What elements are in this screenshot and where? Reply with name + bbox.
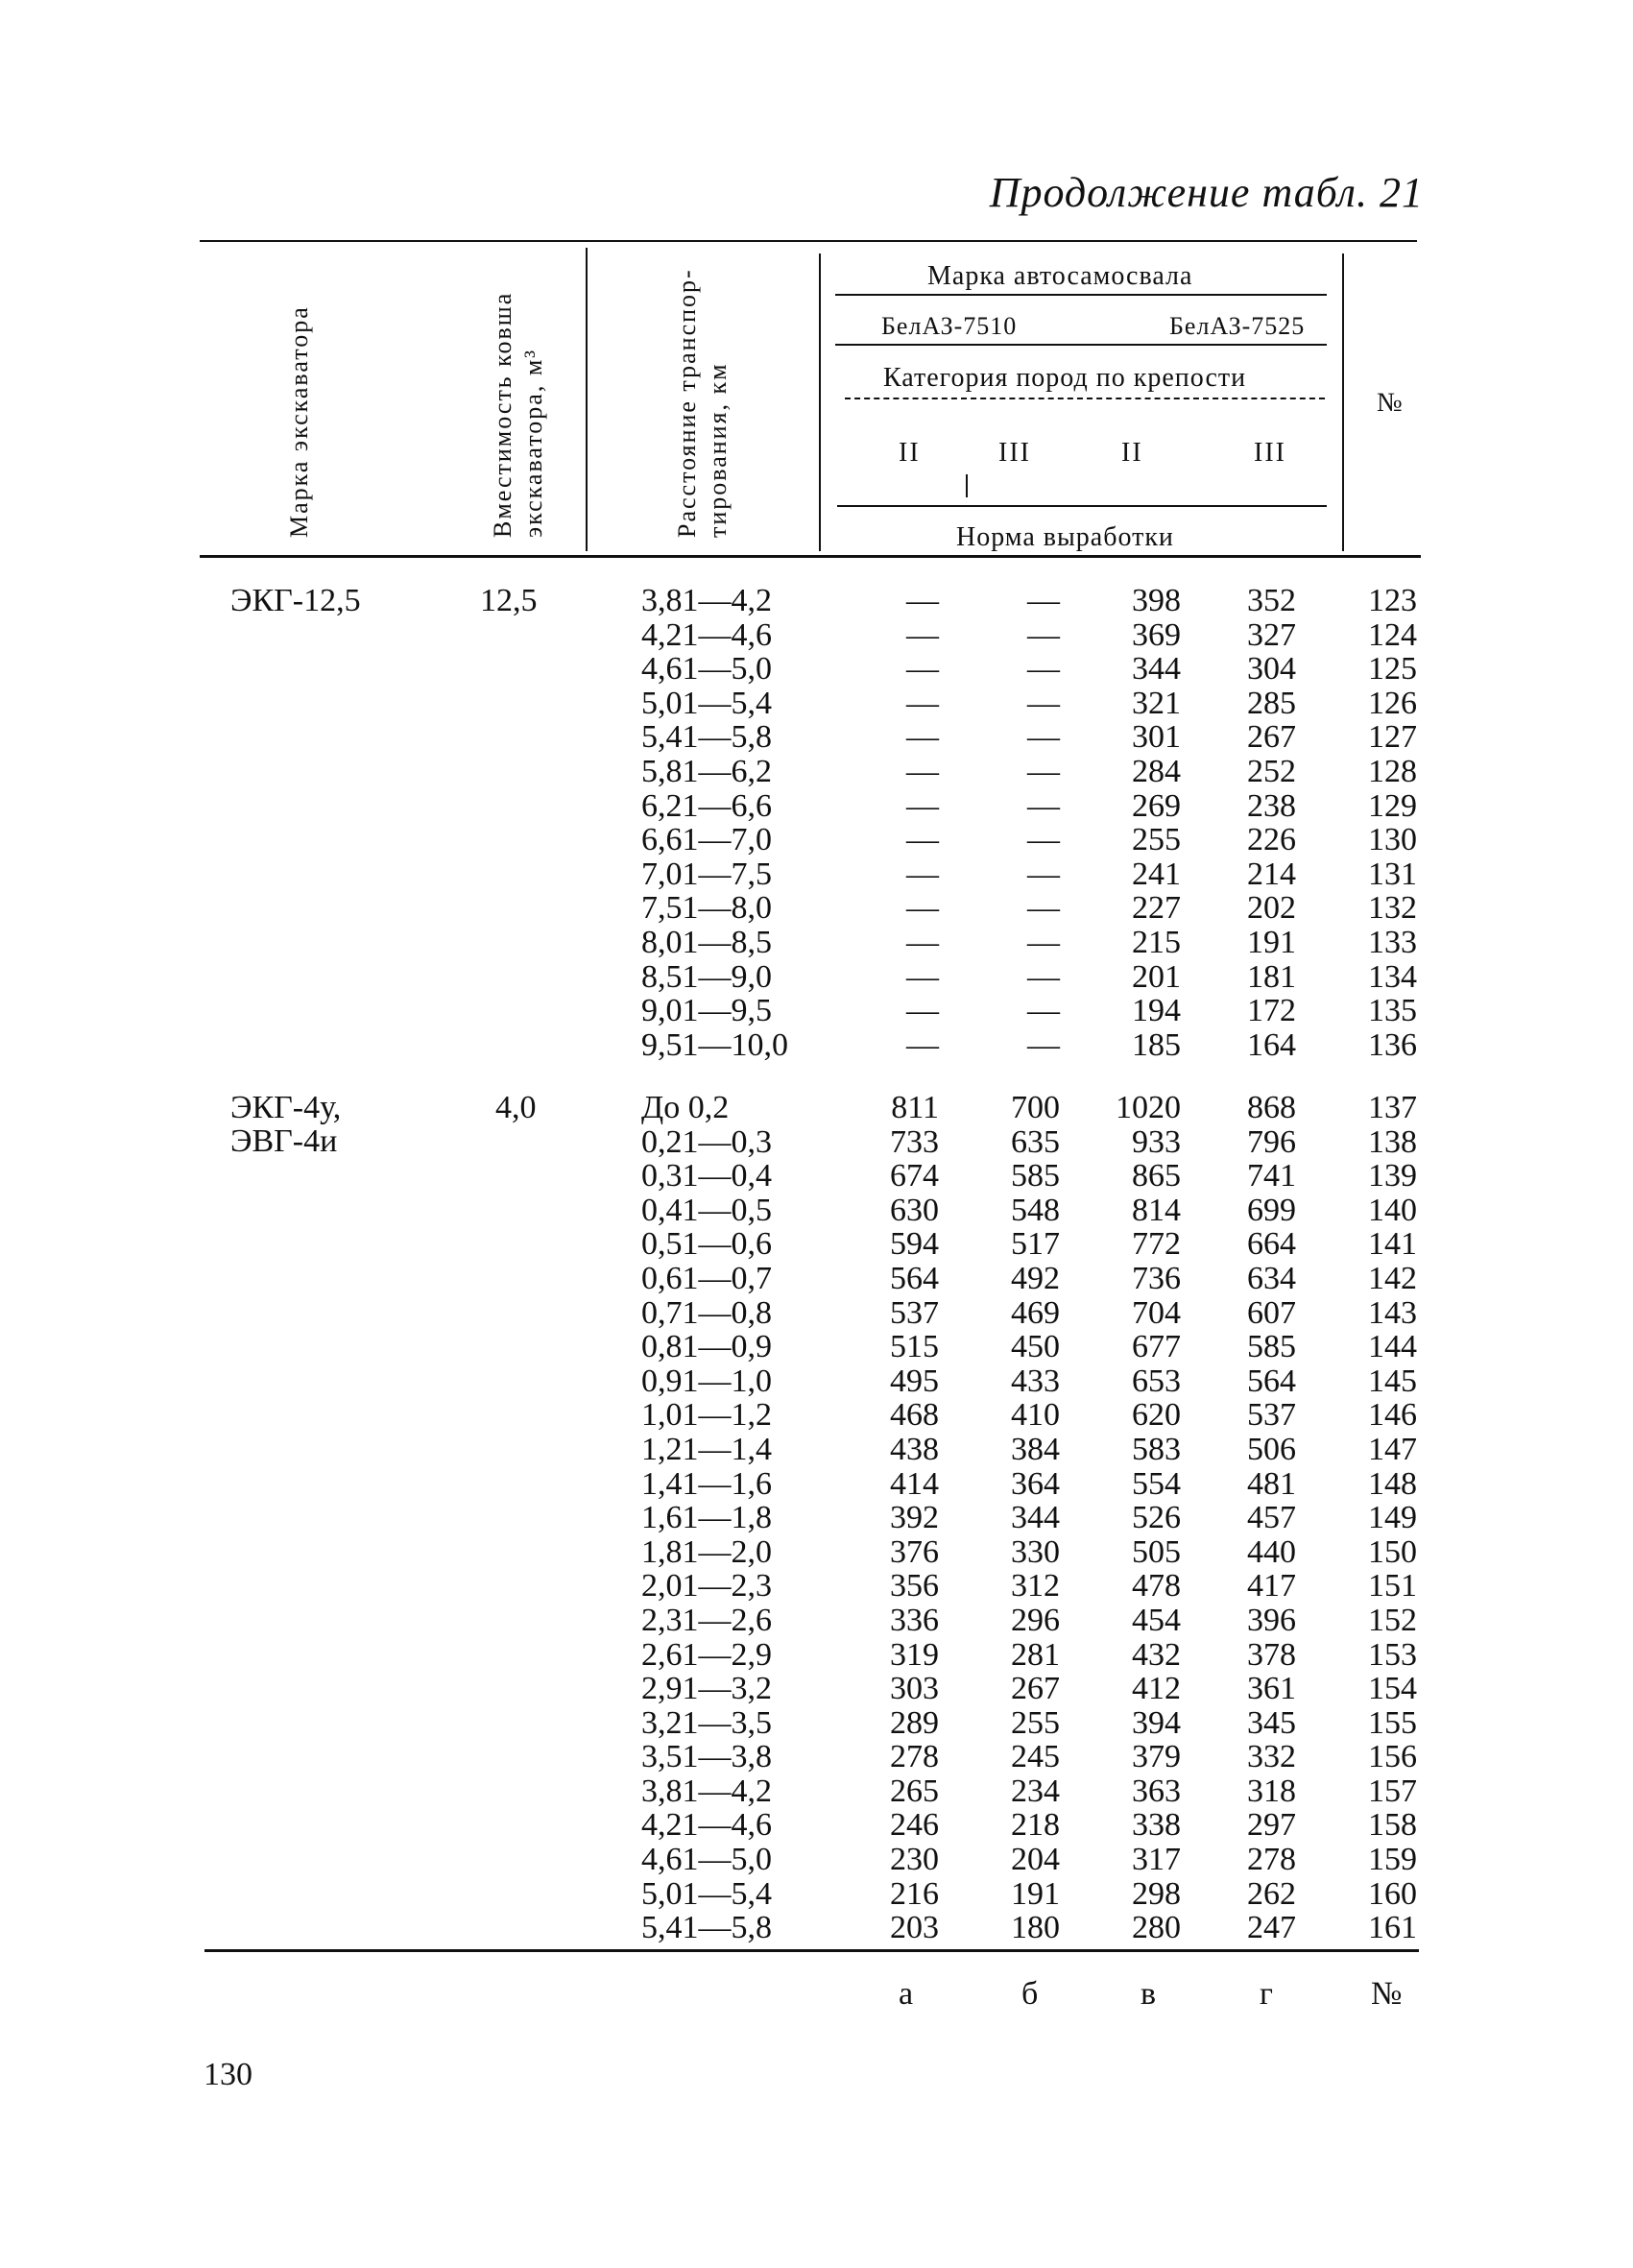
table-cell-n: 152	[1368, 1602, 1417, 1638]
table-cell-d: 564	[1247, 1363, 1296, 1399]
table-cell-n: 133	[1368, 924, 1417, 960]
table-cell-c: 284	[1132, 753, 1181, 789]
table-cell-b: —	[1027, 651, 1060, 688]
table-cell-d: 172	[1247, 993, 1296, 1029]
table-cell-n: 158	[1368, 1807, 1417, 1844]
table-cell-b: 330	[1011, 1533, 1060, 1570]
table-cell-a: —	[906, 822, 939, 858]
table-cell-distance: 1,61—1,8	[641, 1500, 772, 1536]
header-category-b: III	[998, 438, 1031, 468]
category-tick	[966, 474, 968, 497]
table-cell-n: 132	[1368, 890, 1417, 927]
table-cell-c: 379	[1132, 1739, 1181, 1775]
group1-col-b	[983, 584, 1060, 1062]
table-cell-b: —	[1027, 583, 1060, 618]
table-cell-c: 394	[1132, 1704, 1181, 1741]
table-cell-b: —	[1027, 856, 1060, 892]
table-cell-d: 247	[1247, 1910, 1296, 1946]
table-cell-n: 144	[1368, 1329, 1417, 1365]
table-cell-a: 438	[890, 1431, 939, 1467]
table-cell-distance: 5,41—5,8	[641, 1910, 772, 1946]
table-cell-a: 278	[890, 1739, 939, 1775]
table-cell-c: 369	[1132, 616, 1181, 653]
table-cell-a: 495	[890, 1363, 939, 1399]
table-cell-a: 674	[890, 1158, 939, 1194]
table-cell-a: —	[906, 890, 939, 927]
table-cell-a: 289	[890, 1704, 939, 1741]
table-cell-d: 297	[1247, 1807, 1296, 1844]
table-cell-a: 265	[890, 1773, 939, 1809]
table-cell-c: 194	[1132, 993, 1181, 1029]
header-bucket-capacity-line2: экскаватора, м³	[519, 348, 547, 538]
table-cell-c: 620	[1132, 1397, 1181, 1434]
table-cell-distance: 4,21—4,6	[641, 616, 772, 653]
header-truck-1: БелАЗ-7510	[881, 312, 1018, 340]
table-cell-distance: 2,61—2,9	[641, 1636, 772, 1673]
table-cell-c: 478	[1132, 1568, 1181, 1604]
table-cell-n: 146	[1368, 1397, 1417, 1434]
table-cell-c: 201	[1132, 958, 1181, 995]
table-cell-d: 417	[1247, 1568, 1296, 1604]
table-cell-b: 450	[1011, 1329, 1060, 1365]
table-cell-d: 664	[1247, 1226, 1296, 1263]
table-cell-d: 537	[1247, 1397, 1296, 1434]
table-cell-a: 468	[890, 1397, 939, 1434]
table-cell-c: 505	[1132, 1533, 1181, 1570]
table-cell-d: 267	[1247, 719, 1296, 756]
table-cell-c: 865	[1132, 1158, 1181, 1194]
table-cell-n: 143	[1368, 1294, 1417, 1331]
header-rock-category: Категория пород по крепости	[883, 363, 1247, 393]
table-cell-b: —	[1027, 958, 1060, 995]
table-cell-b: 191	[1011, 1875, 1060, 1912]
table-cell-b: —	[1027, 890, 1060, 927]
table-cell-b: 364	[1011, 1465, 1060, 1502]
page-number: 130	[204, 2057, 252, 2092]
table-cell-d: 440	[1247, 1533, 1296, 1570]
table-cell-distance: 1,21—1,4	[641, 1431, 772, 1467]
table-cell-n: 153	[1368, 1636, 1417, 1673]
table-cell-b: 234	[1011, 1773, 1060, 1809]
table-cell-n: 129	[1368, 787, 1417, 824]
table-cell-c: 583	[1132, 1431, 1181, 1467]
header-category-a: II	[899, 438, 921, 468]
table-cell-c: 363	[1132, 1773, 1181, 1809]
header-category-d: III	[1254, 438, 1286, 468]
table-cell-distance: 6,61—7,0	[641, 822, 772, 858]
table-cell-c: 185	[1132, 1026, 1181, 1063]
footer-col-b: б	[1021, 1976, 1039, 2012]
table-cell-n: 155	[1368, 1704, 1417, 1741]
table-cell-d: 327	[1247, 616, 1296, 653]
table-cell-c: 317	[1132, 1842, 1181, 1878]
table-cell-distance: 3,81—4,2	[641, 583, 772, 618]
table-cell-c: 736	[1132, 1260, 1181, 1296]
table-cell-a: 564	[890, 1260, 939, 1296]
group2-col-b	[983, 1091, 1060, 1945]
header-truck-brand: Марка автосамосвала	[927, 261, 1193, 291]
table-cell-d: 304	[1247, 651, 1296, 688]
table-cell-c: 933	[1132, 1123, 1181, 1160]
table-cell-d: 332	[1247, 1739, 1296, 1775]
group2-col-c	[1094, 1091, 1181, 1945]
table-cell-d: 378	[1247, 1636, 1296, 1673]
table-cell-d: 585	[1247, 1329, 1296, 1365]
table-cell-c: 227	[1132, 890, 1181, 927]
table-cell-a: 356	[890, 1568, 939, 1604]
table-cell-c: 321	[1132, 685, 1181, 721]
table-cell-b: —	[1027, 719, 1060, 756]
table-cell-d: 252	[1247, 753, 1296, 789]
table-cell-a: 733	[890, 1123, 939, 1160]
table-cell-d: 278	[1247, 1842, 1296, 1878]
table-cell-d: 396	[1247, 1602, 1296, 1638]
table-cell-distance: 1,81—2,0	[641, 1533, 772, 1570]
table-cell-c: 814	[1132, 1192, 1181, 1228]
group2-distance-column	[641, 1091, 824, 1945]
table-cell-n: 147	[1368, 1431, 1417, 1467]
header-divider-3	[1342, 253, 1344, 551]
table-cell-n: 157	[1368, 1773, 1417, 1809]
table-cell-d: 457	[1247, 1500, 1296, 1536]
table-cell-d: 214	[1247, 856, 1296, 892]
table-cell-c: 298	[1132, 1875, 1181, 1912]
table-cell-distance: 8,01—8,5	[641, 924, 772, 960]
table-cell-d: 506	[1247, 1431, 1296, 1467]
table-cell-b: 281	[1011, 1636, 1060, 1673]
header-divider-1	[586, 248, 588, 551]
table-cell-a: —	[906, 924, 939, 960]
table-cell-a: 303	[890, 1671, 939, 1707]
table-top-rule	[200, 240, 1417, 242]
table-cell-n: 156	[1368, 1739, 1417, 1775]
footer-col-c: в	[1141, 1976, 1157, 2012]
table-cell-c: 255	[1132, 822, 1181, 858]
table-cell-distance: 0,81—0,9	[641, 1329, 772, 1365]
table-cell-c: 526	[1132, 1500, 1181, 1536]
group2-capacity: 4,0	[495, 1090, 537, 1125]
table-cell-d: 868	[1247, 1090, 1296, 1125]
footer-col-a: а	[899, 1976, 914, 2012]
table-cell-c: 344	[1132, 651, 1181, 688]
table-cell-n: 145	[1368, 1363, 1417, 1399]
table-cell-distance: 2,31—2,6	[641, 1602, 772, 1638]
table-cell-d: 607	[1247, 1294, 1296, 1331]
table-cell-b: —	[1027, 616, 1060, 653]
table-cell-a: 392	[890, 1500, 939, 1536]
table-cell-a: —	[906, 719, 939, 756]
table-cell-d: 361	[1247, 1671, 1296, 1707]
table-cell-distance: 0,51—0,6	[641, 1226, 772, 1263]
table-cell-d: 634	[1247, 1260, 1296, 1296]
table-cell-distance: 4,21—4,6	[641, 1807, 772, 1844]
table-cell-c: 412	[1132, 1671, 1181, 1707]
group1-capacity: 12,5	[480, 583, 538, 618]
table-cell-a: —	[906, 651, 939, 688]
table-cell-b: 267	[1011, 1671, 1060, 1707]
table-cell-distance: 3,21—3,5	[641, 1704, 772, 1741]
table-cell-n: 148	[1368, 1465, 1417, 1502]
table-cell-a: 630	[890, 1192, 939, 1228]
footer-number: №	[1371, 1976, 1403, 2012]
table-cell-n: 131	[1368, 856, 1417, 892]
table-cell-b: 245	[1011, 1739, 1060, 1775]
table-cell-a: 230	[890, 1842, 939, 1878]
table-cell-n: 130	[1368, 822, 1417, 858]
table-cell-distance: 3,81—4,2	[641, 1773, 772, 1809]
table-cell-n: 123	[1368, 583, 1417, 618]
header-truck-2: БелАЗ-7525	[1169, 312, 1306, 340]
table-cell-n: 128	[1368, 753, 1417, 789]
table-cell-distance: 2,91—3,2	[641, 1671, 772, 1707]
table-cell-n: 149	[1368, 1500, 1417, 1536]
table-cell-n: 150	[1368, 1533, 1417, 1570]
header-category-c: II	[1121, 438, 1143, 468]
header-distance-line1: Расстояние транспор-	[673, 268, 701, 538]
table-cell-distance: 4,61—5,0	[641, 651, 772, 688]
header-bucket-capacity-line1: Вместимость ковша	[489, 291, 516, 538]
table-cell-a: —	[906, 583, 939, 618]
table-cell-distance: 0,21—0,3	[641, 1123, 772, 1160]
group1-distance-column	[641, 584, 824, 1062]
table-cell-d: 352	[1247, 583, 1296, 618]
table-cell-d: 181	[1247, 958, 1296, 995]
header-norm: Норма выработки	[956, 522, 1174, 552]
table-cell-c: 432	[1132, 1636, 1181, 1673]
table-cell-a: —	[906, 753, 939, 789]
table-cell-distance: 6,21—6,6	[641, 787, 772, 824]
table-cell-c: 677	[1132, 1329, 1181, 1365]
table-cell-distance: 0,71—0,8	[641, 1294, 772, 1331]
table-cell-n: 127	[1368, 719, 1417, 756]
table-cell-n: 160	[1368, 1875, 1417, 1912]
table-cell-distance: 7,51—8,0	[641, 890, 772, 927]
table-cell-b: 344	[1011, 1500, 1060, 1536]
table-cell-c: 1020	[1116, 1090, 1181, 1125]
header-number: №	[1377, 388, 1404, 418]
table-cell-b: 469	[1011, 1294, 1060, 1331]
group1-col-a	[864, 584, 939, 1062]
table-cell-n: 135	[1368, 993, 1417, 1029]
table-cell-d: 285	[1247, 685, 1296, 721]
table-cell-n: 151	[1368, 1568, 1417, 1604]
table-cell-b: 517	[1011, 1226, 1060, 1263]
category-underline	[837, 505, 1327, 507]
table-cell-c: 704	[1132, 1294, 1181, 1331]
table-cell-c: 338	[1132, 1807, 1181, 1844]
header-bottom-rule	[200, 555, 1421, 558]
table-cell-n: 125	[1368, 651, 1417, 688]
table-cell-distance: 0,41—0,5	[641, 1192, 772, 1228]
table-cell-d: 345	[1247, 1704, 1296, 1741]
table-cell-b: 635	[1011, 1123, 1060, 1160]
table-cell-distance: 0,31—0,4	[641, 1158, 772, 1194]
table-cell-a: 319	[890, 1636, 939, 1673]
table-cell-distance: 5,41—5,8	[641, 719, 772, 756]
table-cell-b: 296	[1011, 1602, 1060, 1638]
table-cell-c: 772	[1132, 1226, 1181, 1263]
table-cell-d: 262	[1247, 1875, 1296, 1912]
table-cell-distance: 4,61—5,0	[641, 1842, 772, 1878]
table-cell-a: —	[906, 1026, 939, 1063]
table-cell-d: 191	[1247, 924, 1296, 960]
group2-number-column	[1331, 1091, 1417, 1945]
table-cell-b: —	[1027, 753, 1060, 789]
table-cell-a: 537	[890, 1294, 939, 1331]
table-cell-distance: 1,41—1,6	[641, 1465, 772, 1502]
table-cell-b: —	[1027, 993, 1060, 1029]
table-cell-a: 336	[890, 1602, 939, 1638]
table-cell-d: 164	[1247, 1026, 1296, 1063]
table-cell-c: 215	[1132, 924, 1181, 960]
table-cell-a: 246	[890, 1807, 939, 1844]
table-cell-a: —	[906, 958, 939, 995]
table-cell-b: 255	[1011, 1704, 1060, 1741]
table-cell-a: 216	[890, 1875, 939, 1912]
table-cell-b: —	[1027, 787, 1060, 824]
table-cell-b: 492	[1011, 1260, 1060, 1296]
table-cell-b: 410	[1011, 1397, 1060, 1434]
table-cell-d: 318	[1247, 1773, 1296, 1809]
table-cell-distance: 5,01—5,4	[641, 685, 772, 721]
table-cell-a: 414	[890, 1465, 939, 1502]
group2-col-d	[1210, 1091, 1296, 1945]
table-cell-c: 280	[1132, 1910, 1181, 1946]
table-cell-n: 124	[1368, 616, 1417, 653]
header-divider-2	[819, 253, 821, 551]
table-cell-distance: 3,51—3,8	[641, 1739, 772, 1775]
table-cell-b: 384	[1011, 1431, 1060, 1467]
table-cell-distance: 7,01—7,5	[641, 856, 772, 892]
table-cell-n: 138	[1368, 1123, 1417, 1160]
table-cell-c: 653	[1132, 1363, 1181, 1399]
table-cell-b: 433	[1011, 1363, 1060, 1399]
table-cell-b: 204	[1011, 1842, 1060, 1878]
table-cell-b: 312	[1011, 1568, 1060, 1604]
table-cell-a: —	[906, 787, 939, 824]
table-cell-n: 137	[1368, 1090, 1417, 1125]
table-cell-distance: 1,01—1,2	[641, 1397, 772, 1434]
table-cell-a: 515	[890, 1329, 939, 1365]
group2-excavator-line2: ЭВГ-4и	[230, 1123, 338, 1159]
table-cell-n: 134	[1368, 958, 1417, 995]
table-cell-d: 481	[1247, 1465, 1296, 1502]
table-cell-distance: До 0,2	[641, 1090, 730, 1125]
table-cell-distance: 5,01—5,4	[641, 1875, 772, 1912]
table-cell-d: 202	[1247, 890, 1296, 927]
table-cell-c: 398	[1132, 583, 1181, 618]
table-cell-a: 376	[890, 1533, 939, 1570]
table-cell-distance: 8,51—9,0	[641, 958, 772, 995]
table-cell-distance: 5,81—6,2	[641, 753, 772, 789]
table-cell-n: 126	[1368, 685, 1417, 721]
group1-col-c	[1094, 584, 1181, 1062]
table-cell-b: 548	[1011, 1192, 1060, 1228]
table-cell-distance: 9,01—9,5	[641, 993, 772, 1029]
table-cell-n: 136	[1368, 1026, 1417, 1063]
table-cell-a: 594	[890, 1226, 939, 1263]
table-cell-n: 161	[1368, 1910, 1417, 1946]
rock-category-underline	[845, 398, 1325, 399]
table-cell-a: —	[906, 993, 939, 1029]
table-cell-b: 180	[1011, 1910, 1060, 1946]
truck-model-underline	[835, 344, 1327, 346]
table-cell-n: 140	[1368, 1192, 1417, 1228]
table-cell-a: —	[906, 685, 939, 721]
table-cell-b: 585	[1011, 1158, 1060, 1194]
table-cell-c: 301	[1132, 719, 1181, 756]
group2-excavator-line1: ЭКГ-4у,	[230, 1090, 342, 1125]
table-cell-a: —	[906, 616, 939, 653]
table-cell-d: 238	[1247, 787, 1296, 824]
table-cell-b: 700	[1011, 1090, 1060, 1125]
table-cell-distance: 0,91—1,0	[641, 1363, 772, 1399]
table-cell-d: 796	[1247, 1123, 1296, 1160]
table-cell-d: 741	[1247, 1158, 1296, 1194]
table-bottom-rule	[204, 1949, 1419, 1952]
table-cell-b: —	[1027, 1026, 1060, 1063]
table-cell-c: 454	[1132, 1602, 1181, 1638]
header-excavator-brand: Марка экскаватора	[285, 305, 313, 538]
table-cell-n: 159	[1368, 1842, 1417, 1878]
group2-col-a	[864, 1091, 939, 1945]
table-cell-n: 154	[1368, 1671, 1417, 1707]
table-cell-n: 142	[1368, 1260, 1417, 1296]
table-cell-d: 226	[1247, 822, 1296, 858]
table-cell-d: 699	[1247, 1192, 1296, 1228]
table-cell-distance: 0,61—0,7	[641, 1260, 772, 1296]
table-cell-distance: 9,51—10,0	[641, 1026, 788, 1063]
table-cell-b: —	[1027, 685, 1060, 721]
footer-col-d: г	[1260, 1976, 1273, 2012]
table-cell-a: 811	[891, 1090, 939, 1125]
header-distance-line2: тирования, км	[704, 362, 732, 538]
truck-brand-underline	[835, 294, 1327, 296]
table-cell-c: 241	[1132, 856, 1181, 892]
table-cell-b: —	[1027, 822, 1060, 858]
group1-excavator: ЭКГ-12,5	[230, 583, 361, 618]
table-cell-b: —	[1027, 924, 1060, 960]
table-cell-b: 218	[1011, 1807, 1060, 1844]
table-cell-c: 554	[1132, 1465, 1181, 1502]
table-cell-c: 269	[1132, 787, 1181, 824]
table-cell-distance: 2,01—2,3	[641, 1568, 772, 1604]
table-cell-a: 203	[890, 1910, 939, 1946]
group1-number-column	[1331, 584, 1417, 1062]
table-cell-n: 139	[1368, 1158, 1417, 1194]
table-cell-n: 141	[1368, 1226, 1417, 1263]
table-cell-a: —	[906, 856, 939, 892]
group1-col-d	[1210, 584, 1296, 1062]
table-caption: Продолжение табл. 21	[989, 169, 1424, 216]
